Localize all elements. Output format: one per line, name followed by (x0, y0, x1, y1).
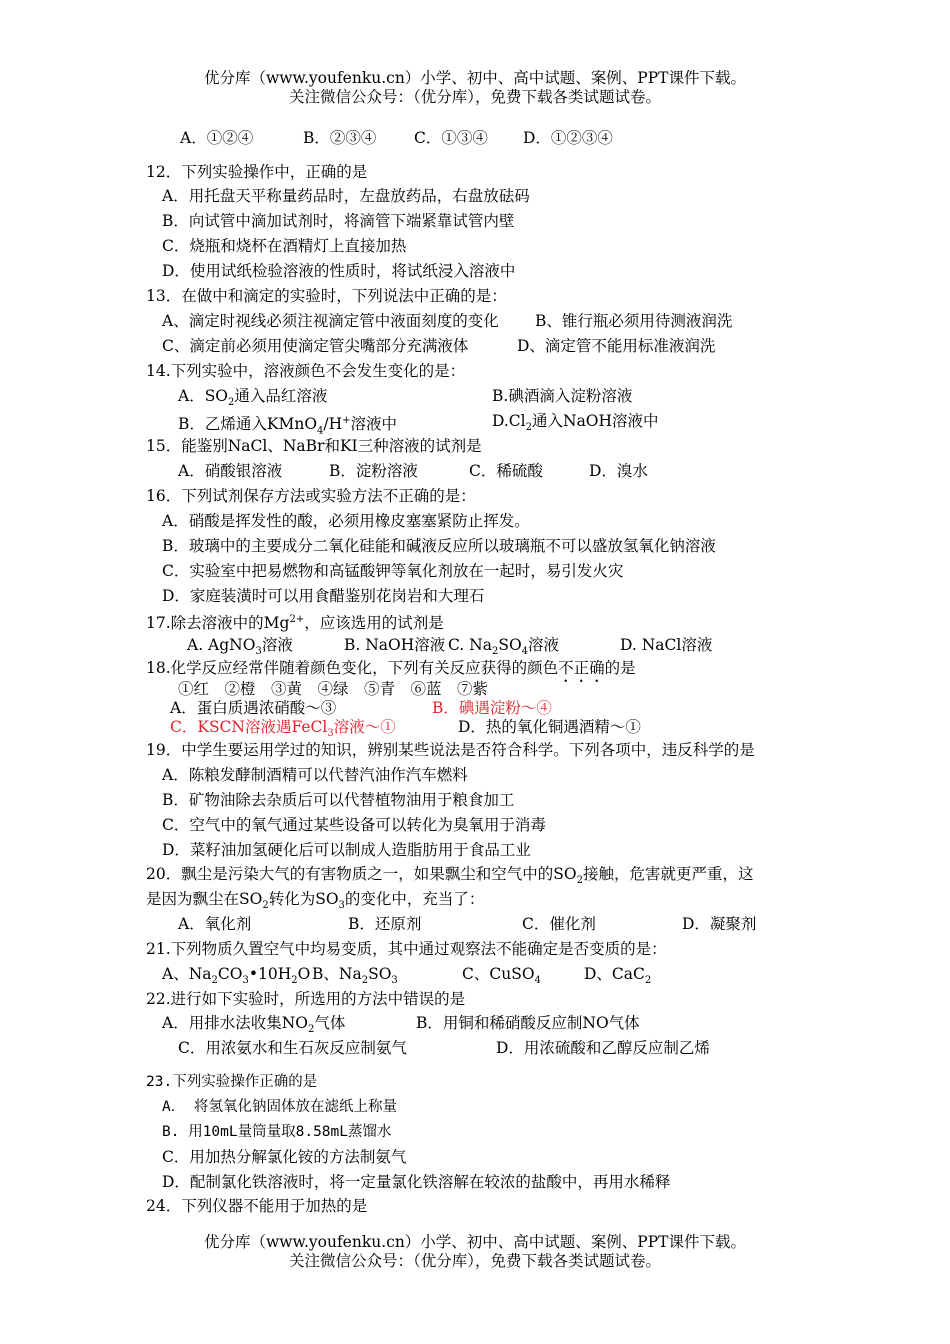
q18-stem: 18.化学反应经常伴随着颜色变化，下列有关反应获得的颜色不正确的是 (146, 659, 636, 677)
q14-stem: 14.下列实验中，溶液颜色不会发生变化的是： (146, 362, 466, 380)
q23-stem: 23.下列实验操作正确的是 (146, 1074, 318, 1090)
q24-stem: 24．下列仪器不能用于加热的是 (146, 1197, 368, 1215)
q22-option-b: B．用铜和稀硝酸反应制NO气体 (416, 1014, 640, 1032)
footer-line-1: 优分库（www.youfenku.cn）小学、初中、高中试题、案例、PPT课件下载。 (203, 1233, 747, 1251)
q22-option-d: D．用浓硫酸和乙醇反应制乙烯 (496, 1039, 710, 1057)
q11-option-b: B．②③④ (303, 129, 377, 147)
q23-option-a: A． 将氢氧化钠固体放在滤纸上称量 (162, 1099, 397, 1115)
q13-option-c: C、滴定前必须用使滴定管尖嘴部分充满液体 (162, 337, 469, 355)
q14-option-d: $D.Cl_2$通入NaOH溶液中 (492, 412, 659, 434)
q22-option-c: C．用浓氨水和生石灰反应制氨气 (178, 1039, 407, 1057)
q16-option-c: C．实验室中把易燃物和高锰酸钾等氧化剂放在一起时，易引发火灾 (162, 562, 624, 580)
q12-option-d: D．使用试纸检验溶液的性质时，将试纸浸入溶液中 (162, 262, 516, 280)
q15-option-b: B．淀粉溶液 (329, 462, 418, 480)
q21-option-b: B、$Na_2SO_3$ (312, 965, 398, 987)
q23-option-c: C．用加热分解氯化铵的方法制氨气 (162, 1148, 407, 1166)
q19-option-d: D．菜籽油加氢硬化后可以制成人造脂肪用于食品工业 (162, 841, 531, 859)
q20-option-c: C．催化剂 (522, 915, 596, 933)
header-line-1: 优分库（www.youfenku.cn）小学、初中、高中试题、案例、PPT课件下载。 (203, 69, 747, 87)
q20-stem-line-1: 20．飘尘是污染大气的有害物质之一，如果飘尘和空气中的$SO_2$接触，危害就更严重，这 (146, 865, 754, 887)
q13-option-a: A、滴定时视线必须注视滴定管中液面刻度的变化 (162, 312, 499, 330)
q18-option-c: C．KSCN溶液遇FeCl$_3$溶液～① (170, 718, 396, 740)
q17-stem: 17.除去溶液中的$Mg^{2+}$，应该选用的试剂是 (146, 614, 444, 633)
q21-stem: 21.下列物质久置空气中均易变质，其中通过观察法不能确定是否变质的是： (146, 940, 667, 958)
q15-option-c: C．稀硫酸 (469, 462, 543, 480)
q12-option-c: C．烧瓶和烧杯在酒精灯上直接加热 (162, 237, 407, 255)
q15-option-a: A．硝酸银溶液 (178, 462, 283, 480)
q16-option-b: B．玻璃中的主要成分二氧化硅能和碱液反应所以玻璃瓶不可以盛放氢氧化钠溶液 (162, 537, 716, 555)
q18-option-b: B．碘遇淀粉～④ (432, 699, 552, 717)
q16-stem: 16．下列试剂保存方法或实验方法不正确的是： (146, 487, 476, 505)
q17-option-d: D. NaCl溶液 (620, 636, 713, 654)
q13-option-b: B、锥行瓶必须用待测液润洗 (535, 312, 733, 330)
q23-option-b: B. 用10mL量筒量取8.58mL蒸馏水 (162, 1124, 392, 1140)
q20-option-b: B．还原剂 (348, 915, 422, 933)
q13-option-d: D、滴定管不能用标准液润洗 (517, 337, 716, 355)
q19-option-a: A．陈粮发酵制酒精可以代替汽油作汽车燃料 (162, 766, 468, 784)
q12-stem: 12．下列实验操作中，正确的是 (146, 163, 368, 181)
q19-option-b: B．矿物油除去杂质后可以代替植物油用于粮食加工 (162, 791, 515, 809)
q18-option-d: D．热的氧化铜遇酒精～① (458, 718, 641, 736)
q14-option-b: B.碘酒滴入淀粉溶液 (492, 387, 633, 405)
q18-option-a: A．蛋白质遇浓硝酸～③ (170, 699, 337, 717)
q12-option-b: B．向试管中滴加试剂时，将滴管下端紧靠试管内壁 (162, 212, 515, 230)
header-line-2: 关注微信公众号：（优分库），免费下载各类试题试卷。 (288, 88, 661, 106)
q20-option-d: D．凝聚剂 (682, 915, 757, 933)
q14-option-a: A．$SO_2$通入品红溶液 (178, 387, 328, 409)
footer-line-2: 关注微信公众号：（优分库），免费下载各类试题试卷。 (288, 1252, 661, 1270)
q11-option-d: D．①②③④ (523, 129, 613, 147)
q15-stem: 15．能鉴别NaCl、NaBr和KI三种溶液的试剂是 (146, 437, 482, 455)
q14-option-c: B．乙烯通入KMnO$_4$/H+溶液中 (178, 415, 398, 437)
q17-option-b: B. NaOH溶液 (344, 636, 446, 654)
q12-option-a: A．用托盘天平称量药品时，左盘放药品，右盘放砝码 (162, 187, 530, 205)
q21-option-a: A、$Na_2CO_3•10H_2O$ (162, 965, 311, 987)
q18-color-list: ①红 ②橙 ③黄 ④绿 ⑤青 ⑥蓝 ⑦紫 (178, 680, 489, 698)
q22-stem: 22.进行如下实验时，所选用的方法中错误的是 (146, 990, 466, 1008)
q11-option-a: A．①②④ (180, 129, 254, 147)
q21-option-d: D、CaC$_2$ (584, 965, 652, 987)
q20-stem-line-2: 是因为飘尘在$SO_2$转化为$SO_3$的变化中，充当了： (146, 890, 485, 912)
q16-option-d: D．家庭装潢时可以用食醋鉴别花岗岩和大理石 (162, 587, 485, 605)
q13-stem: 13．在做中和滴定的实验时，下列说法中正确的是： (146, 287, 507, 305)
q17-option-c: C. $Na_2SO_4$溶液 (448, 636, 560, 658)
q20-option-a: A．氧化剂 (178, 915, 252, 933)
q19-option-c: C．空气中的氧气通过某些设备可以转化为臭氧用于消毒 (162, 816, 546, 834)
q22-option-a: A．用排水法收集$NO_2$气体 (162, 1014, 346, 1036)
q15-option-d: D．溴水 (589, 462, 648, 480)
q17-option-a: A. AgNO$_3$溶液 (187, 636, 293, 658)
q19-stem: 19．中学生要运用学过的知识，辨别某些说法是否符合科学。下列各项中，违反科学的是 (146, 741, 755, 759)
q23-option-d: D．配制氯化铁溶液时，将一定量氯化铁溶解在较浓的盐酸中，再用水稀释 (162, 1173, 671, 1191)
q16-option-a: A．硝酸是挥发性的酸，必须用橡皮塞塞紧防止挥发。 (162, 512, 530, 530)
q21-option-c: C、CuSO$_4$ (462, 965, 541, 987)
q11-option-c: C．①③④ (414, 129, 488, 147)
